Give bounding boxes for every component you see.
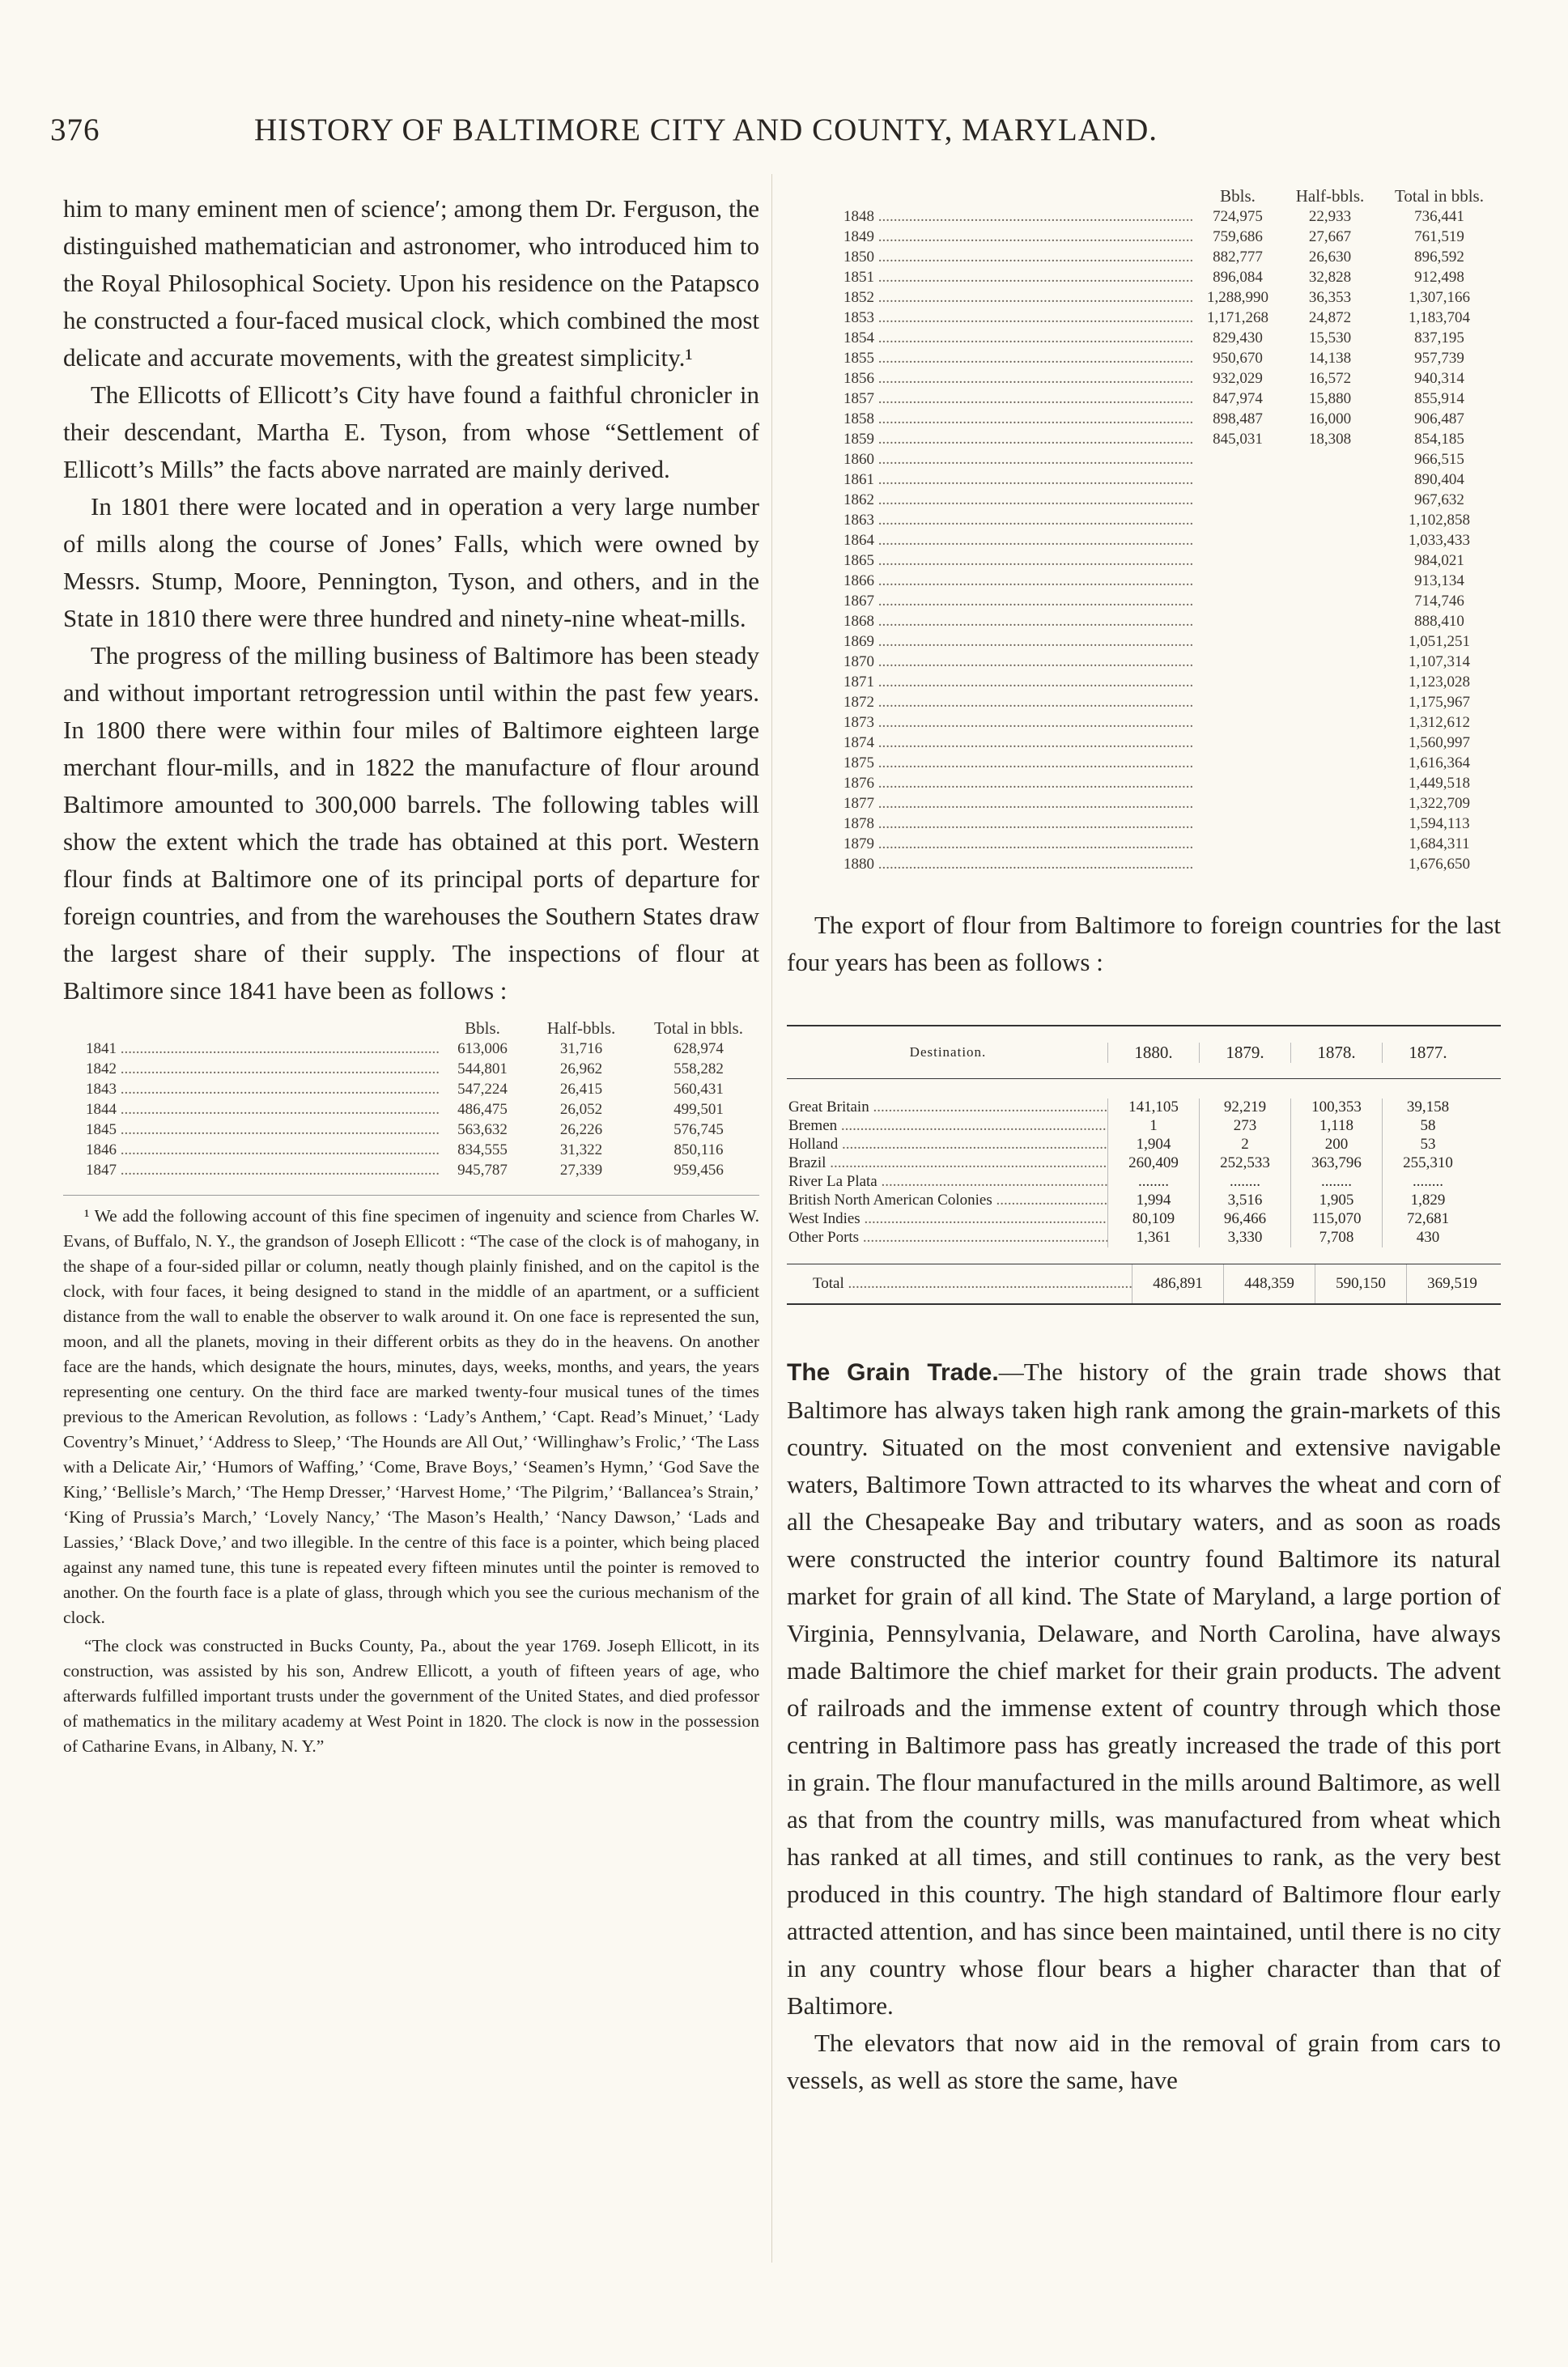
value-cell: 27,339 <box>559 1162 603 1179</box>
value-cell: 882,777 <box>1213 249 1263 266</box>
value-cell: 430 <box>1382 1229 1473 1247</box>
year-cell: 1853 ..... <box>843 308 1193 328</box>
value-cell: 845,031 <box>1213 431 1263 448</box>
year-cell: 1860 ..... <box>843 450 1193 470</box>
value-cell: ........ <box>1382 1173 1473 1192</box>
grain-trade-text: —The history of the grain trade shows that Baltimore has always taken high rank among the grain-markets of this country. Situated on the most convenient and extensive navigable waters, Baltimore Town attracted to its wharves the wheat and corn of all the Chesapeake Bay and tributary waters, and as soon as roads were constructed the interior country found Baltimore its natural market for grain of all kind. The State of Maryland, a large portion of Virginia, Pennsylvania, Delaware, and North Carolina, have always made Baltimore the chief market for their grain products. The advent of railroads and the immense extent of country through which those centring in Baltimore pass has greatly increased the trade of this port in grain. The flour manufactured in the mills around Baltimore, as well as that from the country mills, was manufactured from wheat which has ranked at all times, and still continues to rank, as the very best produced in this country. The high standard of Baltimore flour early attracted attention, and has since been maintained, until there is no city in any country whose flour bears a higher character than that of Baltimore. <box>787 1358 1501 2020</box>
value-cell: 1,994 <box>1107 1192 1199 1210</box>
value-cell: 1,449,518 <box>1409 775 1470 792</box>
table-row <box>843 348 1501 368</box>
page-header <box>50 112 1297 152</box>
value-cell: 499,501 <box>674 1101 724 1118</box>
value-cell: 714,746 <box>1414 593 1464 610</box>
year-cell: 1854 ..... <box>843 329 1193 348</box>
table-row <box>843 247 1501 267</box>
year-cell: 1878 ..... <box>843 814 1193 834</box>
inspections-table-continued <box>787 182 1501 874</box>
value-cell: 92,219 <box>1199 1099 1290 1117</box>
value-cell: 1,616,364 <box>1409 754 1470 771</box>
value-cell: 847,974 <box>1213 390 1263 407</box>
value-cell: ........ <box>1290 1173 1382 1192</box>
table-body <box>86 1039 759 1180</box>
table-row <box>843 571 1501 591</box>
value-cell: 15,530 <box>1308 329 1352 346</box>
left-column <box>63 190 759 1759</box>
year-cell: 1857 ..... <box>843 389 1193 409</box>
year-cell: 1864 ..... <box>843 531 1193 550</box>
year-cell: 1858 ..... <box>843 410 1193 429</box>
year-cell: 1862 ..... <box>843 491 1193 510</box>
value-cell: 26,415 <box>559 1081 603 1098</box>
value-cell: 26,052 <box>559 1101 603 1118</box>
table-row <box>843 631 1501 652</box>
total-cell: 590,150 <box>1315 1264 1406 1303</box>
table-row <box>843 773 1501 793</box>
table-row <box>843 449 1501 470</box>
value-cell: 1,322,709 <box>1409 795 1470 812</box>
col-header: 1877. <box>1382 1043 1473 1063</box>
table-row <box>843 429 1501 449</box>
col-header: Half-bbls. <box>1295 186 1365 206</box>
value-cell: 26,962 <box>559 1060 603 1077</box>
value-cell: 1,594,113 <box>1409 815 1470 832</box>
value-cell: 80,109 <box>1107 1210 1199 1229</box>
value-cell: 1,307,166 <box>1409 289 1470 306</box>
value-cell: 72,681 <box>1382 1210 1473 1229</box>
value-cell: 759,686 <box>1213 228 1263 245</box>
table-row <box>843 227 1501 247</box>
value-cell: 563,632 <box>457 1121 508 1138</box>
value-cell: 39,158 <box>1382 1099 1473 1117</box>
right-column <box>787 186 1501 2099</box>
col-header: Half-bbls. <box>546 1018 616 1038</box>
table-header <box>86 1014 759 1039</box>
table-row <box>843 854 1501 874</box>
table-row <box>843 672 1501 692</box>
value-cell: 959,456 <box>674 1162 724 1179</box>
value-cell: 1,102,858 <box>1409 512 1470 529</box>
table-row <box>86 1140 759 1160</box>
export-row <box>787 1117 1501 1136</box>
value-cell: 1,107,314 <box>1409 653 1470 670</box>
running-title: HISTORY OF BALTIMORE CITY AND COUNTY, MARYLAND. <box>254 113 1158 147</box>
value-cell: 628,974 <box>674 1040 724 1057</box>
table-row <box>86 1039 759 1059</box>
value-cell: 1,560,997 <box>1409 734 1470 751</box>
table-row <box>843 834 1501 854</box>
year-cell: 1879 ..... <box>843 835 1193 854</box>
value-cell: 16,000 <box>1308 410 1352 427</box>
body-paragraph: The elevators that now aid in the removal of grain from cars to vessels, as well as store the same, have <box>787 2029 1501 2094</box>
value-cell: 855,914 <box>1414 390 1464 407</box>
grain-trade-paragraph <box>787 1353 1501 2025</box>
value-cell: 1,123,028 <box>1409 674 1470 691</box>
value-cell: 31,716 <box>559 1040 603 1057</box>
export-row <box>787 1192 1501 1210</box>
destination-cell: Brazil ..... <box>787 1154 1107 1173</box>
table-row <box>843 692 1501 712</box>
export-row <box>787 1099 1501 1117</box>
value-cell: 24,872 <box>1308 309 1352 326</box>
year-cell: 1865 ..... <box>843 551 1193 571</box>
value-cell: 363,796 <box>1290 1154 1382 1173</box>
footnote-paragraph: “The clock was constructed in Bucks County, Pa., about the year 1769. Joseph Ellicott, in its construction, was assisted by his son, Andrew Ellicott, a youth of fifteen years of age, who afterwards fulfilled important trusts under the government of the United States, and died professor of mathematics in the military academy at West Point in 1820. The clock is now in the possession of Catharine Evans, in Albany, N. Y.” <box>63 1636 759 1756</box>
col-header: Total in bbls. <box>1395 186 1484 206</box>
year-cell: 1850 ..... <box>843 248 1193 267</box>
body-paragraph: In 1801 there were located and in operation a very large number of mills along the course of Jones’ Falls, which were owned by Messrs. Stump, Moore, Pennington, Tyson, and others, and in the State in 1810 there were three hundred and ninety-nine wheat-mills. <box>63 492 759 632</box>
value-cell: 829,430 <box>1213 329 1263 346</box>
value-cell: 26,630 <box>1308 249 1352 266</box>
year-cell: 1875 ..... <box>843 754 1193 773</box>
table-header <box>843 182 1501 206</box>
year-cell: 1852 ..... <box>843 288 1193 308</box>
value-cell: 100,353 <box>1290 1099 1382 1117</box>
year-cell: 1846 ..... <box>86 1141 440 1160</box>
body-paragraph: him to many eminent men of science′; among them Dr. Ferguson, the distinguished mathematician and astronomer, who introduced him to the Royal Philosophical Society. Upon his residence on the Patapsco he constructed a four-faced musical clock, which combined the most delicate and accurate movements, with the greatest simplicity.¹ <box>63 194 759 372</box>
value-cell: 1,829 <box>1382 1192 1473 1210</box>
value-cell: 96,466 <box>1199 1210 1290 1229</box>
export-row <box>787 1154 1501 1173</box>
year-cell: 1869 ..... <box>843 632 1193 652</box>
year-cell: 1843 ..... <box>86 1080 440 1099</box>
destination-cell: River La Plata ..... <box>787 1173 1107 1192</box>
value-cell: 252,533 <box>1199 1154 1290 1173</box>
value-cell: 1,361 <box>1107 1229 1199 1247</box>
year-cell: 1855 ..... <box>843 349 1193 368</box>
table-row <box>843 389 1501 409</box>
value-cell: 890,404 <box>1414 471 1464 488</box>
value-cell: 544,801 <box>457 1060 508 1077</box>
table-row <box>843 206 1501 227</box>
col-header: Total in bbls. <box>654 1018 743 1038</box>
export-table-header <box>787 1026 1501 1079</box>
value-cell: 1,171,268 <box>1207 309 1268 326</box>
year-cell: 1863 ..... <box>843 511 1193 530</box>
value-cell: 558,282 <box>674 1060 724 1077</box>
value-cell: 945,787 <box>457 1162 508 1179</box>
column-divider <box>771 174 772 2263</box>
value-cell: 26,226 <box>559 1121 603 1138</box>
value-cell: 576,745 <box>674 1121 724 1138</box>
value-cell: 7,708 <box>1290 1229 1382 1247</box>
table-row <box>843 409 1501 429</box>
export-table-body <box>787 1079 1501 1252</box>
year-cell: 1867 ..... <box>843 592 1193 611</box>
value-cell: 966,515 <box>1414 451 1464 468</box>
table-row <box>843 753 1501 773</box>
value-cell: 141,105 <box>1107 1099 1199 1117</box>
value-cell: 200 <box>1290 1136 1382 1154</box>
table-row <box>843 510 1501 530</box>
table-row <box>86 1099 759 1120</box>
year-cell: 1880 ..... <box>843 855 1193 874</box>
destination-cell: Great Britain ..... <box>787 1099 1107 1117</box>
export-total-row <box>787 1264 1501 1303</box>
value-cell: 58 <box>1382 1117 1473 1136</box>
year-cell: 1845 ..... <box>86 1120 440 1140</box>
table-row <box>843 470 1501 490</box>
section-heading: The Grain Trade. <box>787 1359 999 1386</box>
value-cell: 761,519 <box>1414 228 1464 245</box>
value-cell: 984,021 <box>1414 552 1464 569</box>
value-cell: 53 <box>1382 1136 1473 1154</box>
value-cell: 255,310 <box>1382 1154 1473 1173</box>
value-cell: 1,904 <box>1107 1136 1199 1154</box>
value-cell: 1,183,704 <box>1409 309 1470 326</box>
value-cell: 854,185 <box>1414 431 1464 448</box>
year-cell: 1849 ..... <box>843 227 1193 247</box>
value-cell: 260,409 <box>1107 1154 1199 1173</box>
table-row <box>843 591 1501 611</box>
footnote-paragraph: ¹ We add the following account of this fine specimen of ingenuity and science from Charles W. Evans, of Buffalo, N. Y., the grandson of Joseph Ellicott : “The case of the clock is of mahogany, in the shape of a four-sided pillar or column, neatly though plainly finished, and on the capitol is the clock, with four faces, it being designed to stand in the middle of an apartment, or a sufficient distance from the wall to enable the observer to walk around it. On one face is represented the sun, moon, and all the planets, moving in their different orbits as they do in the heavens. On another face are the hands, which designate the hours, minutes, days, weeks, months, and years, the years representing one century. On the third face are marked twenty-four musical tunes of the times previous to the American Revolution, as follows : ‘Lady’s Anthem,’ ‘Capt. Read’s Minuet,’ ‘Lady Coventry’s Minuet,’ ‘Address to Sleep,’ ‘The Hounds are All Out,’ ‘Willinghaw’s Frolic,’ ‘The Lass with a Delicate Air,’ ‘Humors of Waffing,’ ‘Come, Brave Boys,’ ‘Seamen’s Hymn,’ ‘God Save the King,’ ‘Bellisle’s March,’ ‘The Hemp Dresser,’ ‘Harvest Home,’ ‘The Pilgrim,’ ‘Ballancea’s Strain,’ ‘King of Prussia’s March,’ ‘Lovely Nancy,’ ‘The Mason’s Health,’ ‘Nancy Dawson,’ ‘Lads and Lassies,’ ‘Black Dove,’ and two illegible. In the centre of this face is a pointer, which being placed against any named tune, this tune is repeated every fifteen minutes until the pointer is removed to another. On the fourth face is a plate of glass, through which you see the curious mechanism of the clock. <box>63 1206 759 1627</box>
total-cell: 448,359 <box>1223 1264 1315 1303</box>
export-row <box>787 1210 1501 1229</box>
export-row <box>787 1173 1501 1192</box>
value-cell: 906,487 <box>1414 410 1464 427</box>
year-cell: 1871 ..... <box>843 673 1193 692</box>
value-cell: 613,006 <box>457 1040 508 1057</box>
table-row <box>843 652 1501 672</box>
value-cell: 1,118 <box>1290 1117 1382 1136</box>
value-cell: 898,487 <box>1213 410 1263 427</box>
value-cell: 950,670 <box>1213 350 1263 367</box>
table-row <box>843 267 1501 287</box>
value-cell: 22,933 <box>1308 208 1352 225</box>
value-cell: 2 <box>1199 1136 1290 1154</box>
value-cell: 736,441 <box>1414 208 1464 225</box>
table-row <box>843 530 1501 550</box>
export-row <box>787 1136 1501 1154</box>
value-cell: 14,138 <box>1308 350 1352 367</box>
value-cell: 1,684,311 <box>1409 835 1470 852</box>
value-cell: 837,195 <box>1414 329 1464 346</box>
destination-cell: Bremen ..... <box>787 1117 1107 1136</box>
table-row <box>843 611 1501 631</box>
table-row <box>86 1059 759 1079</box>
value-cell: 1,676,650 <box>1409 856 1470 873</box>
value-cell: 486,475 <box>457 1101 508 1118</box>
value-cell: 1,312,612 <box>1409 714 1470 731</box>
value-cell: 115,070 <box>1290 1210 1382 1229</box>
body-paragraph: The progress of the milling business of Baltimore has been steady and without important retrogression until within the past few years. In 1800 there were within four miles of Baltimore eighteen large merchant flour-mills, and in 1822 the manufacture of flour around Baltimore amounted to 300,000 barrels. The following tables will show the extent which the trade has obtained at this port. Western flour finds at Baltimore one of its principal ports of departure for foreign countries, and from the warehouses the Southern States draw the largest share of their supply. The inspections of flour at Baltimore since 1841 have been as follows : <box>63 641 759 1005</box>
table-row <box>843 550 1501 571</box>
col-header: Bbls. <box>465 1018 500 1038</box>
year-cell: 1856 ..... <box>843 369 1193 389</box>
year-cell: 1851 ..... <box>843 268 1193 287</box>
value-cell: 1,905 <box>1290 1192 1382 1210</box>
value-cell: 560,431 <box>674 1081 724 1098</box>
value-cell: 912,498 <box>1414 269 1464 286</box>
value-cell: 31,322 <box>559 1141 603 1158</box>
year-cell: 1866 ..... <box>843 572 1193 591</box>
table-row <box>86 1120 759 1140</box>
total-cell: 369,519 <box>1406 1264 1498 1303</box>
value-cell: 18,308 <box>1308 431 1352 448</box>
table-row <box>843 793 1501 814</box>
year-cell: 1844 ..... <box>86 1100 440 1120</box>
table-row <box>843 712 1501 733</box>
table-row <box>843 328 1501 348</box>
table-row <box>843 733 1501 753</box>
value-cell: 3,516 <box>1199 1192 1290 1210</box>
export-intro: The export of flour from Baltimore to foreign countries for the last four years has been as follows : <box>787 911 1501 976</box>
value-cell: 1 <box>1107 1117 1199 1136</box>
year-cell: 1861 ..... <box>843 470 1193 490</box>
value-cell: 1,051,251 <box>1409 633 1470 650</box>
value-cell: 3,330 <box>1199 1229 1290 1247</box>
value-cell: 16,572 <box>1308 370 1352 387</box>
value-cell: 547,224 <box>457 1081 508 1098</box>
table-body <box>843 206 1501 874</box>
export-row <box>787 1229 1501 1247</box>
value-cell: 967,632 <box>1414 491 1464 508</box>
value-cell: 896,592 <box>1414 249 1464 266</box>
year-cell: 1859 ..... <box>843 430 1193 449</box>
year-cell: 1874 ..... <box>843 733 1193 753</box>
value-cell: 940,314 <box>1414 370 1464 387</box>
value-cell: 1,288,990 <box>1207 289 1268 306</box>
table-row <box>843 287 1501 308</box>
value-cell: ........ <box>1107 1173 1199 1192</box>
year-cell: 1842 ..... <box>86 1060 440 1079</box>
table-row <box>843 368 1501 389</box>
value-cell: 850,116 <box>674 1141 724 1158</box>
col-header: Destination. <box>909 1044 987 1060</box>
value-cell: ........ <box>1199 1173 1290 1192</box>
total-cell: 486,891 <box>1132 1264 1223 1303</box>
year-cell: 1873 ..... <box>843 713 1193 733</box>
value-cell: 36,353 <box>1308 289 1352 306</box>
page-number: 376 <box>50 113 100 147</box>
col-header: 1880. <box>1107 1043 1199 1063</box>
value-cell: 834,555 <box>457 1141 508 1158</box>
destination-cell: Other Ports ..... <box>787 1229 1107 1247</box>
destination-cell: British North American Colonies ..... <box>787 1192 1107 1210</box>
table-row <box>843 308 1501 328</box>
value-cell: 27,667 <box>1308 228 1352 245</box>
col-header: 1879. <box>1199 1043 1290 1063</box>
col-header: 1878. <box>1290 1043 1382 1063</box>
year-cell: 1870 ..... <box>843 652 1193 672</box>
value-cell: 932,029 <box>1213 370 1263 387</box>
table-row <box>86 1079 759 1099</box>
value-cell: 957,739 <box>1414 350 1464 367</box>
value-cell: 913,134 <box>1414 572 1464 589</box>
value-cell: 896,084 <box>1213 269 1263 286</box>
body-paragraph: The Ellicotts of Ellicott’s City have found a faithful chronicler in their descendant, Martha E. Tyson, from whose “Settlement of Ellicott’s Mills” the facts above narrated are mainly derived. <box>63 380 759 483</box>
year-cell: 1872 ..... <box>843 693 1193 712</box>
destination-cell: West Indies ..... <box>787 1210 1107 1229</box>
destination-cell: Holland ..... <box>787 1136 1107 1154</box>
year-cell: 1847 ..... <box>86 1161 440 1180</box>
value-cell: 1,175,967 <box>1409 694 1470 711</box>
year-cell: 1877 ..... <box>843 794 1193 814</box>
year-cell: 1848 ..... <box>843 207 1193 227</box>
col-header: Bbls. <box>1220 186 1256 206</box>
year-cell: 1868 ..... <box>843 612 1193 631</box>
value-cell: 273 <box>1199 1117 1290 1136</box>
year-cell: 1876 ..... <box>843 774 1193 793</box>
table-row <box>86 1160 759 1180</box>
value-cell: 724,975 <box>1213 208 1263 225</box>
inspections-table <box>63 1014 759 1180</box>
table-row <box>843 814 1501 834</box>
table-row <box>843 490 1501 510</box>
year-cell: 1841 ..... <box>86 1039 440 1059</box>
value-cell: 1,033,433 <box>1409 532 1470 549</box>
value-cell: 888,410 <box>1414 613 1464 630</box>
footnote-rule <box>63 1195 759 1196</box>
value-cell: 15,880 <box>1308 390 1352 407</box>
total-label: Total ..... <box>787 1264 1132 1303</box>
export-table <box>787 1025 1501 1305</box>
value-cell: 32,828 <box>1308 269 1352 286</box>
